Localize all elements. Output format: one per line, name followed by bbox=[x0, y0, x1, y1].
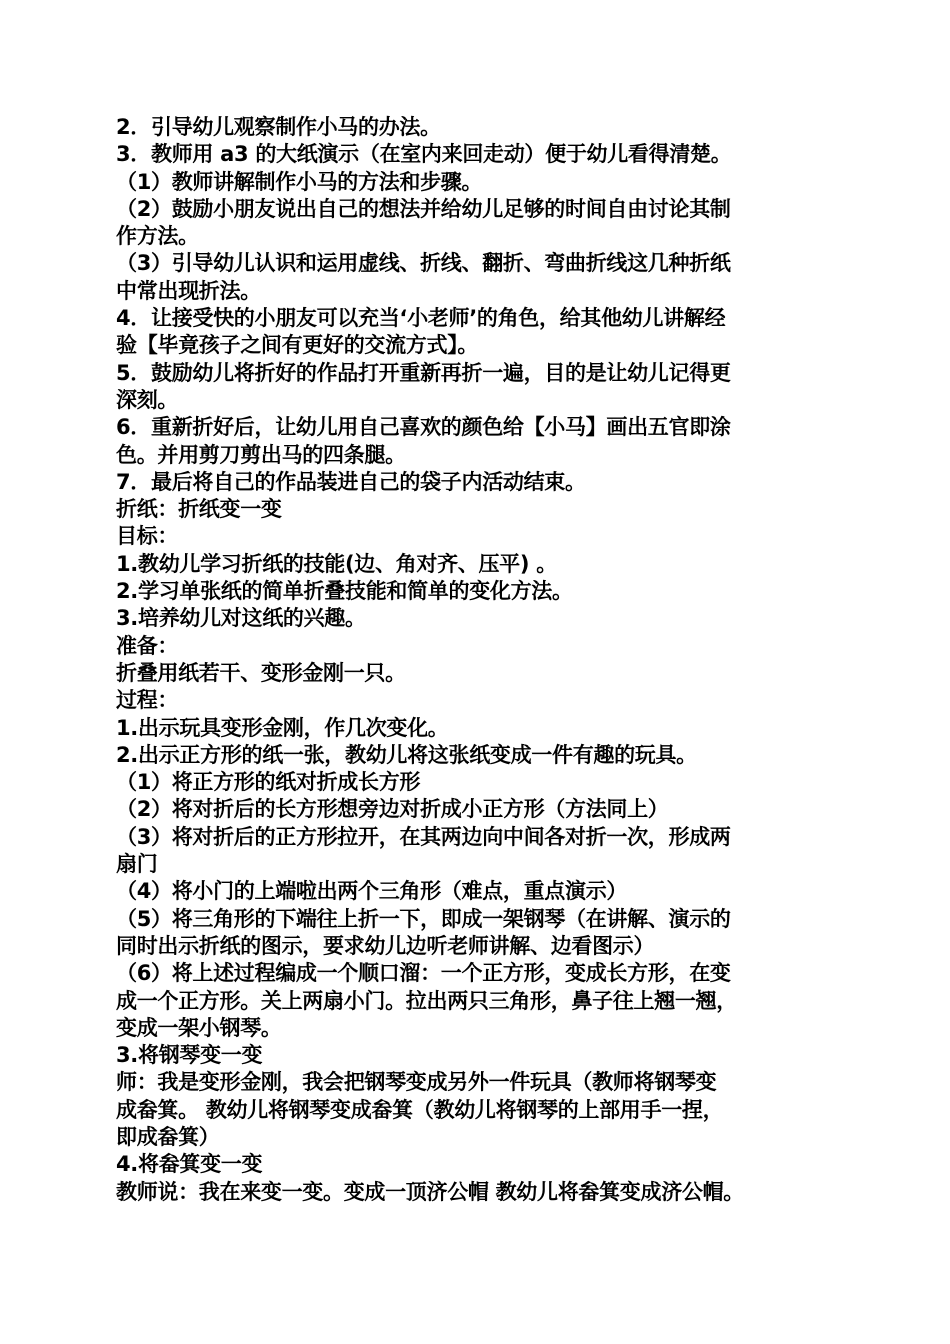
text-line: 7．最后将自己的作品装进自己的袋子内活动结束。 bbox=[116, 469, 586, 494]
text-line: 2.出示正方形的纸一张，教幼儿将这张纸变成一件有趣的玩具。 bbox=[116, 742, 697, 767]
text-line: （5）将三角形的下端往上折一下，即成一架钢琴（在讲解、演示的 bbox=[116, 906, 731, 931]
text-line: 成一个正方形。关上两扇小门。拉出两只三角形，鼻子往上翘一翘， bbox=[116, 988, 737, 1013]
text-line: 同时出示折纸的图示，要求幼儿边听老师讲解、边看图示） bbox=[116, 933, 655, 958]
section-heading: 过程： bbox=[116, 688, 179, 713]
text-line: 3.将钢琴变一变 bbox=[116, 1043, 263, 1068]
text-line: 6．重新折好后，让幼儿用自己喜欢的颜色给【小马】画出五官即涂 bbox=[116, 415, 731, 440]
text-line: 扇门 bbox=[116, 852, 158, 877]
text-line: 3．教师用 a3 的大纸演示（在室内来回走动）便于幼儿看得清楚。 bbox=[116, 142, 732, 167]
text-line: 4．让接受快的小朋友可以充当‘小老师’的角色，给其他幼儿讲解经 bbox=[116, 306, 726, 331]
text-line: （1）将正方形的纸对折成长方形 bbox=[116, 770, 421, 795]
text-line: 成畚箕。 教幼儿将钢琴变成畚箕（教幼儿将钢琴的上部用手一捏， bbox=[116, 1097, 724, 1122]
text-line: 2.学习单张纸的简单折叠技能和简单的变化方法。 bbox=[116, 579, 573, 604]
text-line: （6）将上述过程编成一个顺口溜：一个正方形，变成长方形，在变 bbox=[116, 961, 731, 986]
text-line: 折叠用纸若干、变形金刚一只。 bbox=[116, 660, 406, 685]
text-line: 深刻。 bbox=[116, 387, 179, 412]
section-heading: 准备： bbox=[116, 633, 179, 658]
text-line: 3.培养幼儿对这纸的兴趣。 bbox=[116, 606, 366, 631]
text-line: 师：我是变形金刚，我会把钢琴变成另外一件玩具（教师将钢琴变 bbox=[116, 1070, 717, 1095]
document-body bbox=[116, 114, 834, 1206]
text-line: 1.出示玩具变形金刚，作几次变化。 bbox=[116, 715, 449, 740]
text-line: 色。并用剪刀剪出马的四条腿。 bbox=[116, 442, 406, 467]
text-line: 2．引导幼儿观察制作小马的办法。 bbox=[116, 115, 441, 139]
text-line: （1）教师讲解制作小马的方法和步骤。 bbox=[116, 169, 483, 194]
text-line: （3）将对折后的正方形拉开，在其两边向中间各对折一次，形成两 bbox=[116, 824, 731, 849]
text-line: （2）鼓励小朋友说出自己的想法并给幼儿足够的时间自由讨论其制 bbox=[116, 196, 731, 221]
text-line: 1.教幼儿学习折纸的技能(边、角对齐、压平) 。 bbox=[116, 551, 557, 576]
text-line: 4.将畚箕变一变 bbox=[116, 1152, 263, 1177]
text-line: 验【毕竟孩子之间有更好的交流方式】。 bbox=[116, 333, 479, 358]
text-line: （3）引导幼儿认识和运用虚线、折线、翻折、弯曲折线这几种折纸 bbox=[116, 251, 731, 276]
text-line: 中常出现折法。 bbox=[116, 278, 261, 303]
section-heading: 目标： bbox=[116, 524, 179, 549]
text-line: 5．鼓励幼儿将折好的作品打开重新再折一遍，目的是让幼儿记得更 bbox=[116, 360, 731, 385]
text-line: 作方法。 bbox=[116, 224, 199, 249]
text-line: 即成畚箕） bbox=[116, 1124, 220, 1149]
section-heading: 折纸：折纸变一变 bbox=[116, 497, 282, 522]
text-line: 变成一架小钢琴。 bbox=[116, 1015, 282, 1040]
text-line: 教师说：我在来变一变。变成一顶济公帽 教幼儿将畚箕变成济公帽。 bbox=[116, 1179, 745, 1204]
text-line: （4）将小门的上端啦出两个三角形（难点，重点演示） bbox=[116, 879, 628, 904]
text-line: （2）将对折后的长方形想旁边对折成小正方形（方法同上） bbox=[116, 797, 669, 822]
